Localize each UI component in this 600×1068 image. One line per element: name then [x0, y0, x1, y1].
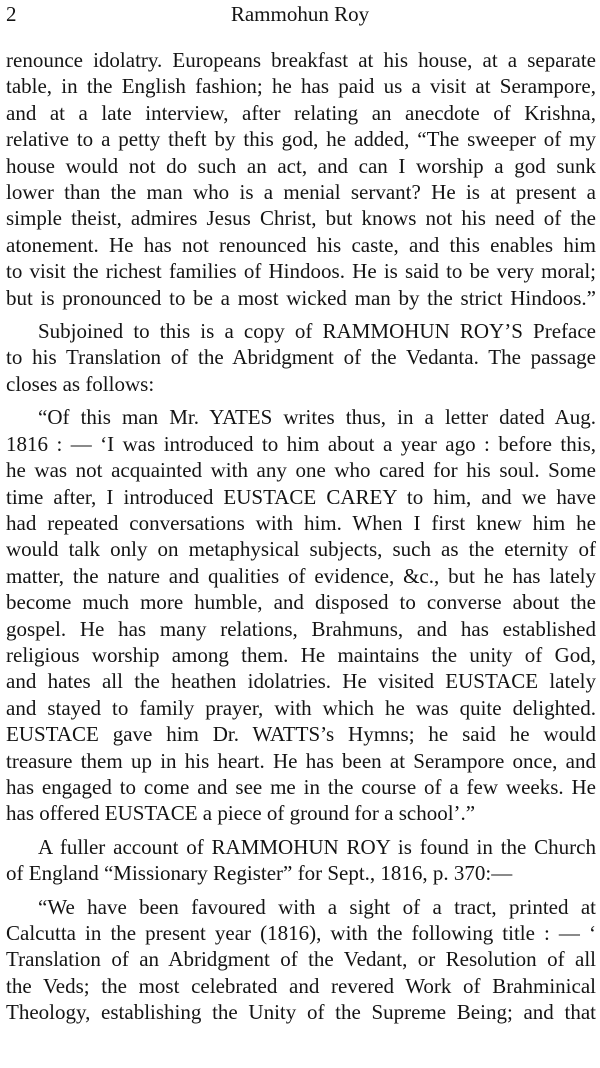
text-line: matter, the nature and qualities of evidence, &c., but he has lately: [6, 563, 596, 588]
paragraph-2: [6, 318, 596, 397]
paragraph-1: [6, 47, 596, 311]
running-title: Rammohun Roy: [230, 2, 370, 26]
text-line: treasure them up in his heart. He has been at Serampore once, and: [6, 748, 596, 773]
text-line: time after, I introduced EUSTACE CAREY to him, and we have: [6, 484, 596, 509]
running-header: [0, 0, 600, 30]
text-line: and at a late interview, after relating an anecdote of Krishna,: [6, 100, 596, 125]
text-line: Theology, establishing the Unity of the Supreme Being; and that: [6, 1000, 596, 1025]
page-number: 2: [6, 2, 17, 26]
text-line: lower than the man who is a menial servant? He is at present a: [6, 180, 596, 205]
text-line: the Veds; the most celebrated and revered Work of Brahminical: [6, 973, 596, 998]
text-line: to visit the richest families of Hindoos. He is said to be very moral;: [6, 259, 596, 284]
text-line: of England “Missionary Register” for Sept., 1816, p. 370:—: [6, 861, 513, 886]
text-line: and stayed to family prayer, with which he was quite delighted.: [6, 695, 596, 720]
text-line: would talk only on metaphysical subjects, such as the eternity of: [6, 537, 596, 562]
paragraph-3: [6, 404, 596, 827]
text-line: table, in the English fashion; he has paid us a visit at Serampore,: [6, 74, 596, 99]
text-line: atonement. He has not renounced his caste, and this enables him: [6, 232, 596, 257]
text-line: simple theist, admires Jesus Christ, but knows not his need of the: [6, 206, 596, 231]
body-text: [6, 47, 596, 1026]
text-line: has offered EUSTACE a piece of ground for a school’.”: [6, 801, 476, 826]
text-line: EUSTACE gave him Dr. WATTS’s Hymns; he said he would: [6, 722, 596, 747]
text-line: 1816 : — ‘I was introduced to him about a year ago : before this,: [6, 431, 596, 456]
text-line: had repeated conversations with him. When I first knew him he: [6, 510, 596, 535]
text-line: A fuller account of RAMMOHUN ROY is found in the Church: [38, 834, 596, 859]
text-line: gospel. He has many relations, Brahmuns, and has established: [6, 616, 596, 641]
text-line: house would not do such an act, and can I worship a god sunk: [6, 153, 596, 178]
text-line: to his Translation of the Abridgment of the Vedanta. The passage: [6, 345, 596, 370]
text-line: Subjoined to this is a copy of RAMMOHUN ROY’S Preface: [38, 319, 596, 344]
text-line: become much more humble, and disposed to converse about the: [6, 590, 596, 615]
text-line: he was not acquainted with any one who cared for his soul. Some: [6, 458, 596, 483]
text-line: religious worship among them. He maintains the unity of God,: [6, 642, 596, 667]
text-line: and hates all the heathen idolatries. He visited EUSTACE lately: [6, 669, 596, 694]
text-line: relative to a petty theft by this god, he added, “The sweeper of my: [6, 127, 596, 152]
paragraph-4: [6, 834, 596, 887]
text-line: has engaged to come and see me in the course of a few weeks. He: [6, 774, 596, 799]
text-line: “We have been favoured with a sight of a tract, printed at: [38, 894, 596, 919]
paragraph-5: [6, 894, 596, 1026]
text-line: Calcutta in the present year (1816), with the following title : — ‘: [6, 921, 596, 945]
text-line: “Of this man Mr. YATES writes thus, in a letter dated Aug.: [38, 405, 596, 430]
text-line: closes as follows:: [6, 371, 155, 396]
text-line: renounce idolatry. Europeans breakfast at his house, at a separate: [6, 48, 596, 72]
text-line: but is pronounced to be a most wicked man by the strict Hindoos.”: [6, 285, 596, 310]
text-line: Translation of an Abridgment of the Vedant, or Resolution of all: [6, 947, 596, 972]
